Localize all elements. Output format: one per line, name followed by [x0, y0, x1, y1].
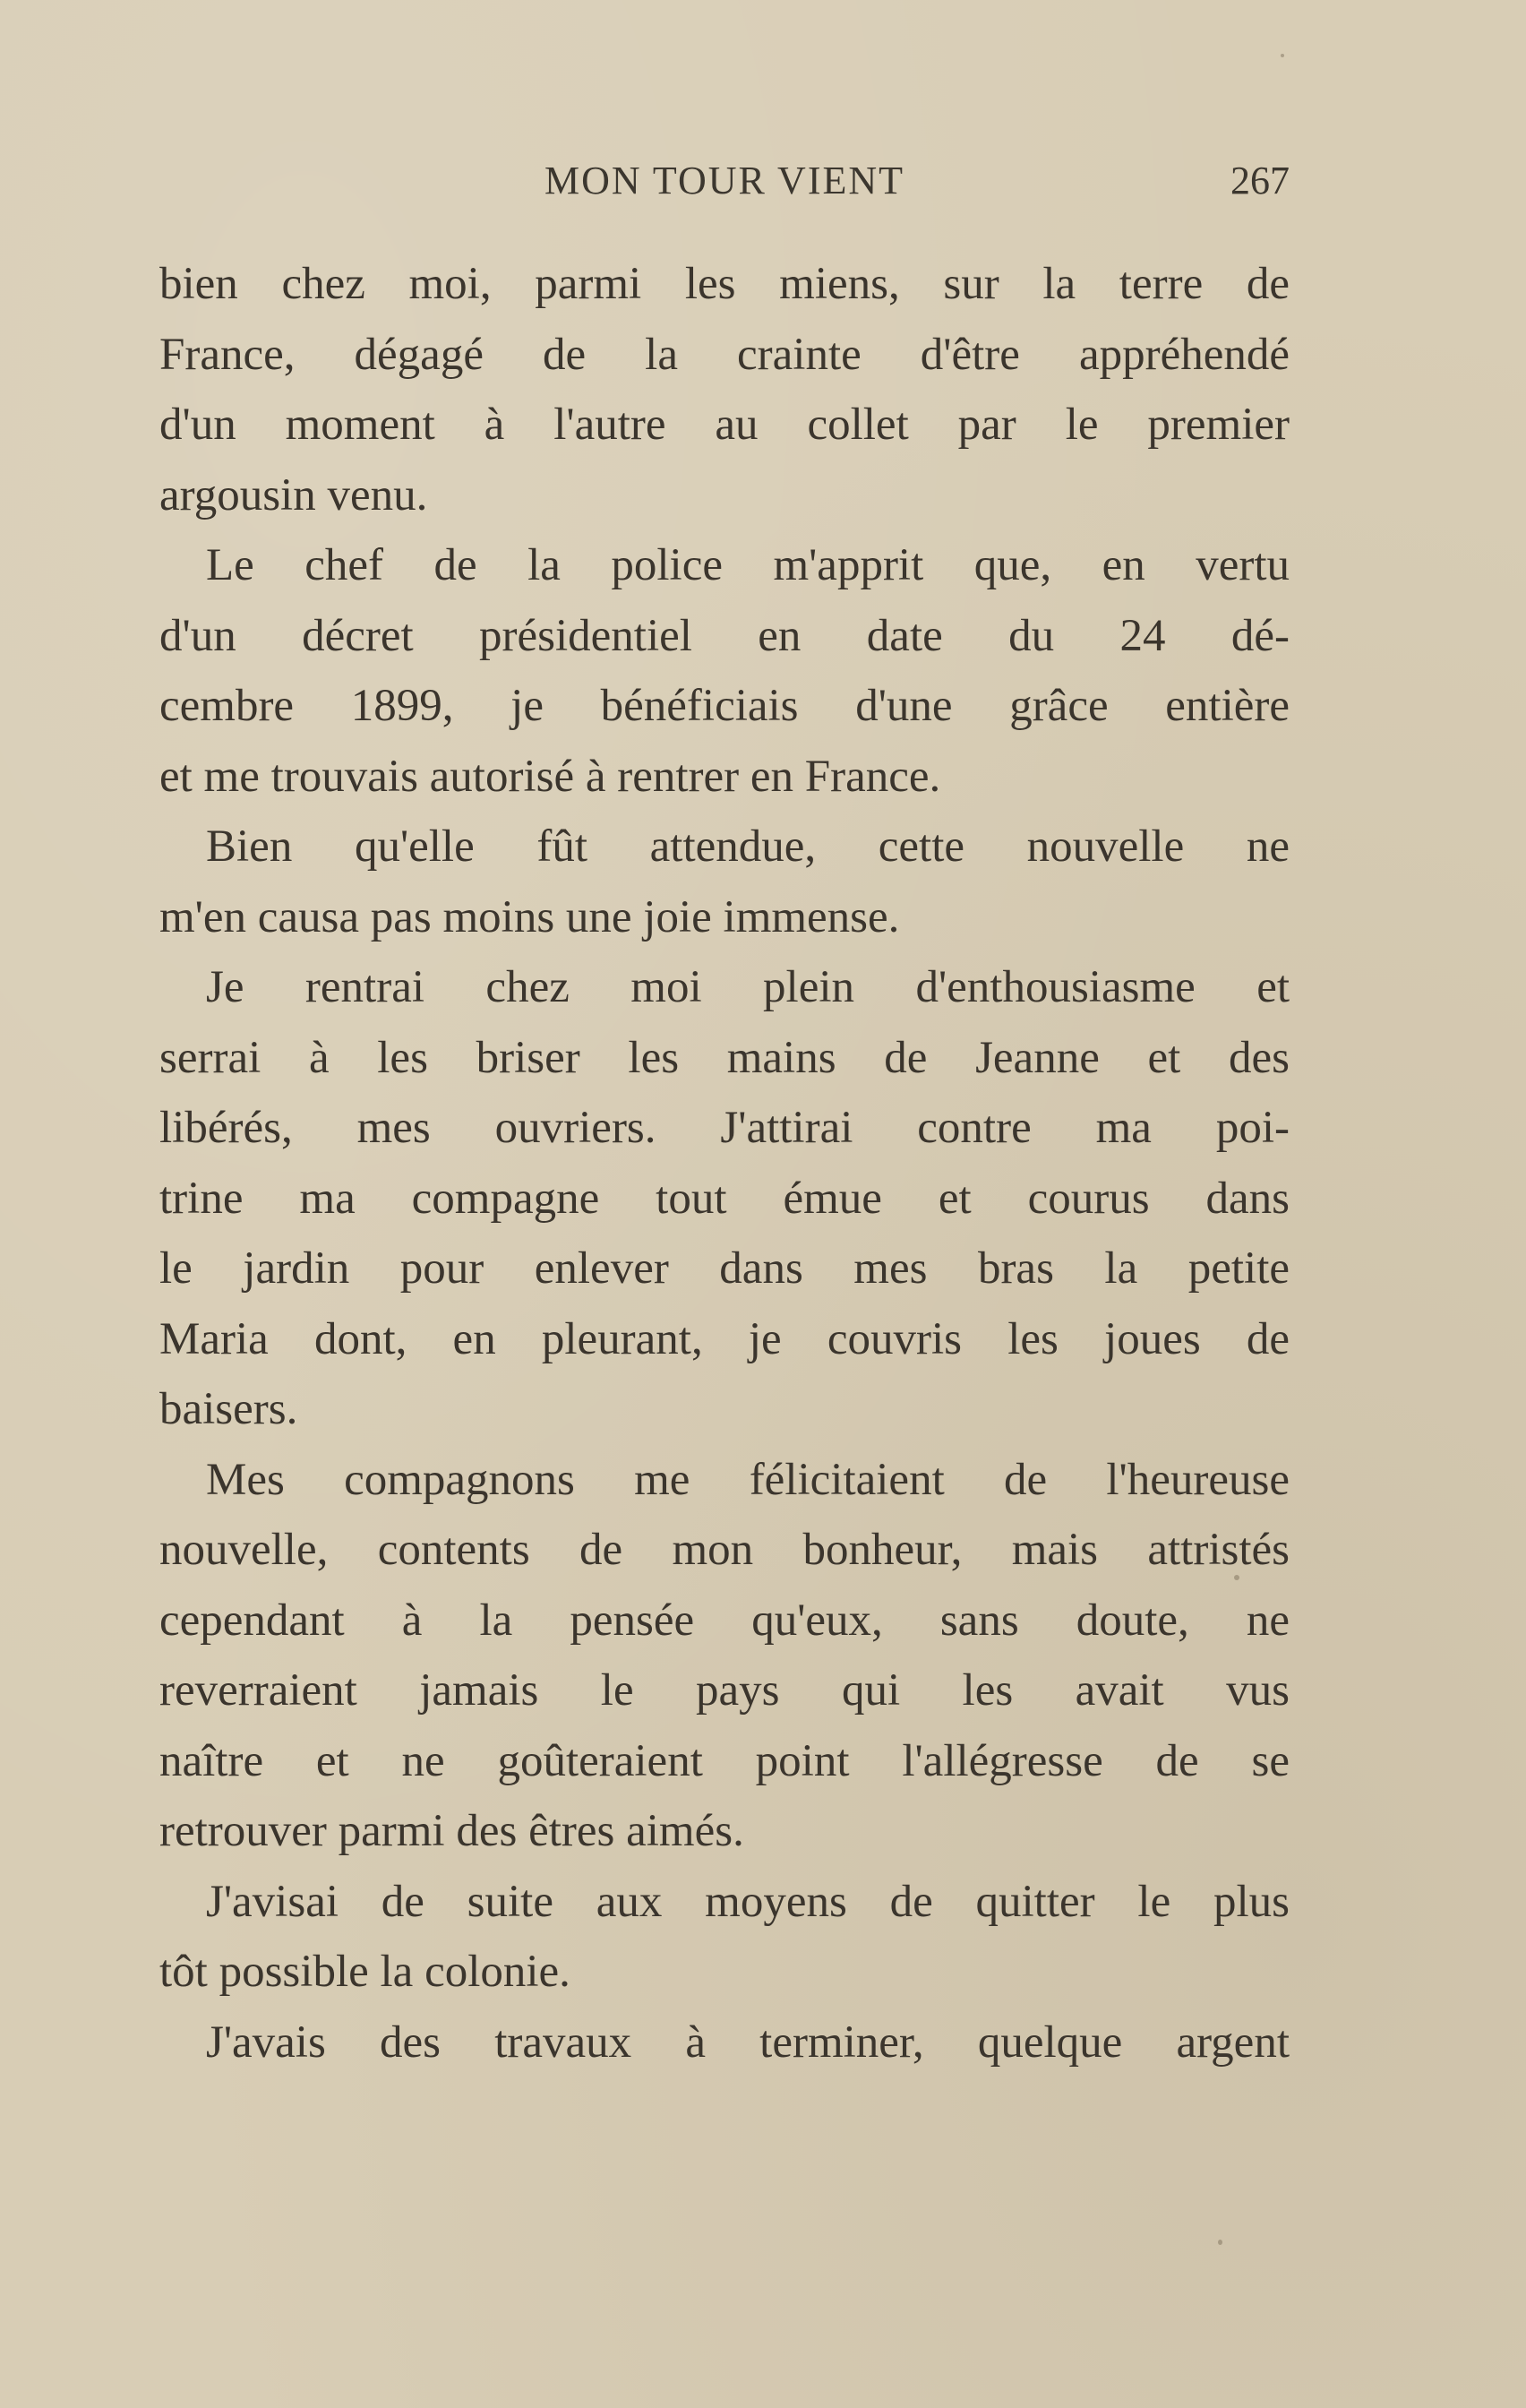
text-line: reverraient jamais le pays qui les avait vus: [159, 1665, 1290, 1716]
running-head: [159, 158, 1290, 211]
text-line: retrouver parmi des êtres aimés.: [159, 1806, 744, 1856]
text-line: le jardin pour enlever dans mes bras la petite: [159, 1243, 1290, 1294]
text-line: cembre 1899, je bénéficiais d'une grâce entière: [159, 681, 1290, 731]
text-line: libérés, mes ouvriers. J'attirai contre ma poi-: [159, 1103, 1290, 1153]
page-number: 267: [1230, 159, 1290, 202]
text-line: serrai à les briser les mains de Jeanne et des: [159, 1032, 1290, 1083]
text-line: d'un décret présidentiel en date du 24 dé-: [159, 610, 1290, 661]
text-line: m'en causa pas moins une joie immense.: [159, 891, 900, 942]
text-line: J'avisai de suite aux moyens de quitter le plus: [206, 1876, 1290, 1927]
text-line: baisers.: [159, 1384, 298, 1434]
text-line: et me trouvais autorisé à rentrer en France.: [159, 751, 941, 802]
text-line: d'un moment à l'autre au collet par le premier: [159, 400, 1290, 450]
text-line: cependant à la pensée qu'eux, sans doute, ne: [159, 1595, 1290, 1646]
text-line: argousin venu.: [159, 469, 428, 520]
running-title: MON TOUR VIENT: [544, 159, 905, 202]
text-line: trine ma compagne tout émue et courus dans: [159, 1173, 1290, 1224]
text-line: Je rentrai chez moi plein d'enthousiasme et: [206, 962, 1290, 1012]
text-line: nouvelle, contents de mon bonheur, mais attristés: [159, 1525, 1290, 1575]
text-line: bien chez moi, parmi les miens, sur la terre de: [159, 259, 1290, 309]
text-line: Le chef de la police m'apprit que, en vertu: [206, 540, 1290, 590]
paper-speck: [1218, 2240, 1222, 2245]
text-line: Mes compagnons me félicitaient de l'heureuse: [206, 1454, 1290, 1505]
text-line: France, dégagé de la crainte d'être appréhendé: [159, 329, 1290, 380]
paper-speck: [1281, 54, 1284, 57]
text-line: Maria dont, en pleurant, je couvris les joues de: [159, 1313, 1290, 1364]
text-line: tôt possible la colonie.: [159, 1947, 570, 1997]
paper-speck: [1234, 1575, 1239, 1580]
text-line: naître et ne goûteraient point l'allégresse de se: [159, 1735, 1290, 1786]
body-text: [159, 249, 1290, 2077]
text-line: J'avais des travaux à terminer, quelque argent: [206, 2017, 1290, 2068]
text-line: Bien qu'elle fût attendue, cette nouvelle ne: [206, 821, 1290, 872]
